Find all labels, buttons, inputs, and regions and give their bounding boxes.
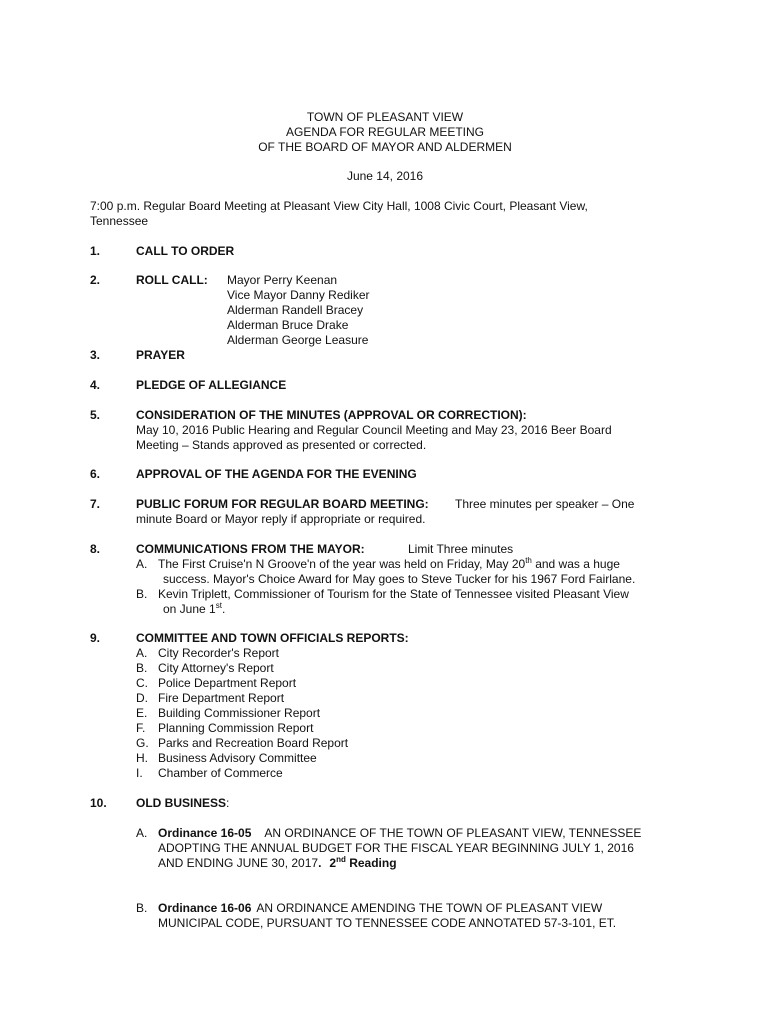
reading-number: 2 — [329, 856, 337, 870]
list-text: on June 1 — [163, 602, 216, 616]
item-10-title — [136, 796, 229, 811]
item-6-title: APPROVAL OF THE AGENDA FOR THE EVENING — [136, 467, 417, 481]
item-2-title: ROLL CALL: — [136, 273, 208, 287]
list-label: B. — [136, 661, 148, 675]
header-town: TOWN OF PLEASANT VIEW — [306, 110, 464, 124]
item-4-title: PLEDGE OF ALLEGIANCE — [136, 378, 287, 392]
list-text: AN ORDINANCE AMENDING THE TOWN OF PLEASANT VIEW — [256, 901, 603, 915]
item-8-b-line-2 — [163, 602, 225, 617]
list-label: A. — [136, 557, 148, 571]
report-item — [136, 751, 317, 766]
list-label: A. — [136, 646, 148, 660]
list-text: Parks and Recreation Board Report — [158, 736, 349, 750]
roll-call-member: Vice Mayor Danny Rediker — [227, 288, 370, 302]
item-5-text-1: May 10, 2016 Public Hearing and Regular Council Meeting and May 23, 2016 Beer Board — [136, 423, 612, 437]
superscript: st — [215, 601, 222, 610]
item-10-b — [136, 901, 602, 916]
header-board: OF THE BOARD OF MAYOR AND ALDERMEN — [258, 140, 512, 154]
item-7-number: 7. — [90, 497, 101, 511]
report-item — [136, 661, 274, 676]
item-9-title: COMMITTEE AND TOWN OFFICIALS REPORTS: — [136, 631, 409, 645]
report-item — [136, 646, 279, 661]
list-text: Kevin Triplett, Commissioner of Tourism for the State of Tennessee visited Pleasant View — [158, 587, 629, 601]
list-label: G. — [136, 736, 149, 750]
superscript: th — [525, 556, 532, 565]
report-item — [136, 706, 320, 721]
list-label: F. — [136, 721, 146, 735]
list-text: City Recorder's Report — [158, 646, 279, 660]
item-10-title-text: OLD BUSINESS — [136, 796, 227, 810]
list-text: Chamber of Commerce — [158, 766, 283, 780]
item-8-a — [136, 557, 620, 572]
list-label: B. — [136, 901, 148, 915]
report-item — [136, 676, 296, 691]
report-item — [136, 721, 313, 736]
item-10-colon: : — [226, 796, 230, 810]
report-item — [136, 736, 348, 751]
item-8-b — [136, 587, 629, 602]
item-3-number: 3. — [90, 348, 101, 362]
item-8-number: 8. — [90, 542, 101, 556]
list-label: I. — [136, 766, 143, 780]
item-7-text-1: Three minutes per speaker – One — [455, 497, 635, 511]
list-label: B. — [136, 587, 148, 601]
intro-line-1: 7:00 p.m. Regular Board Meeting at Pleasant View City Hall, 1008 Civic Court, Pleasant View, — [90, 199, 588, 213]
roll-call-member: Alderman Randell Bracey — [227, 303, 364, 317]
item-8-a-line-2: success. Mayor's Choice Award for May goes to Steve Tucker for his 1967 Ford Fairlane. — [163, 572, 636, 586]
item-6-number: 6. — [90, 467, 101, 481]
report-item — [136, 766, 283, 781]
roll-call-member: Alderman Bruce Drake — [227, 318, 349, 332]
item-7-text-2: minute Board or Mayor reply if appropriate or required. — [136, 512, 426, 526]
item-8-title: COMMUNICATIONS FROM THE MAYOR: — [136, 542, 365, 556]
item-5-text-2: Meeting – Stands approved as presented or corrected. — [136, 438, 427, 452]
list-text: The First Cruise'n N Groove'n of the year was held on Friday, May 20 — [158, 557, 526, 571]
item-1-title: CALL TO ORDER — [136, 244, 235, 258]
list-text: and was a huge — [531, 557, 620, 571]
list-text: Planning Commission Report — [158, 721, 314, 735]
list-label: H. — [136, 751, 148, 765]
period: . — [318, 856, 322, 870]
item-8-note: Limit Three minutes — [408, 542, 514, 556]
list-text: City Attorney's Report — [158, 661, 274, 675]
report-item — [136, 691, 284, 706]
item-2-number: 2. — [90, 273, 101, 287]
item-7-title: PUBLIC FORUM FOR REGULAR BOARD MEETING: — [136, 497, 429, 511]
item-5-number: 5. — [90, 408, 101, 422]
item-10-a-line-2: ADOPTING THE ANNUAL BUDGET FOR THE FISCAL YEAR BEGINNING JULY 1, 2016 — [158, 841, 634, 855]
item-4-number: 4. — [90, 378, 101, 392]
superscript: nd — [336, 855, 346, 864]
item-9-number: 9. — [90, 631, 101, 645]
ordinance-number: Ordinance 16-06 — [158, 901, 252, 915]
header-agenda: AGENDA FOR REGULAR MEETING — [285, 125, 485, 139]
roll-call-member: Alderman George Leasure — [227, 333, 369, 347]
list-text: . — [221, 602, 226, 616]
item-10-a — [136, 826, 641, 841]
reading-label: Reading — [345, 856, 397, 870]
meeting-date: June 14, 2016 — [346, 169, 424, 183]
list-label: A. — [136, 826, 148, 840]
item-5-title: CONSIDERATION OF THE MINUTES (APPROVAL OR CORRECTION): — [136, 408, 527, 422]
list-label: E. — [136, 706, 148, 720]
item-10-number: 10. — [90, 796, 107, 810]
list-text: AND ENDING JUNE 30, 2017 — [158, 856, 319, 870]
list-text: Fire Department Report — [158, 691, 285, 705]
intro-line-2: Tennessee — [90, 214, 149, 228]
item-10-a-line-3 — [158, 856, 397, 871]
item-3-title: PRAYER — [136, 348, 185, 362]
list-text: Business Advisory Committee — [158, 751, 317, 765]
list-label: C. — [136, 676, 148, 690]
list-text: Building Commissioner Report — [158, 706, 321, 720]
list-label: D. — [136, 691, 148, 705]
list-text: AN ORDINANCE OF THE TOWN OF PLEASANT VIEW, TENNESSEE — [264, 826, 642, 840]
ordinance-number: Ordinance 16-05 — [158, 826, 252, 840]
item-10-b-line-2: MUNICIPAL CODE, PURSUANT TO TENNESSEE CODE ANNOTATED 57-3-101, ET. — [158, 916, 617, 930]
list-text: Police Department Report — [158, 676, 297, 690]
roll-call-member: Mayor Perry Keenan — [227, 273, 338, 287]
item-1-number: 1. — [90, 244, 101, 258]
